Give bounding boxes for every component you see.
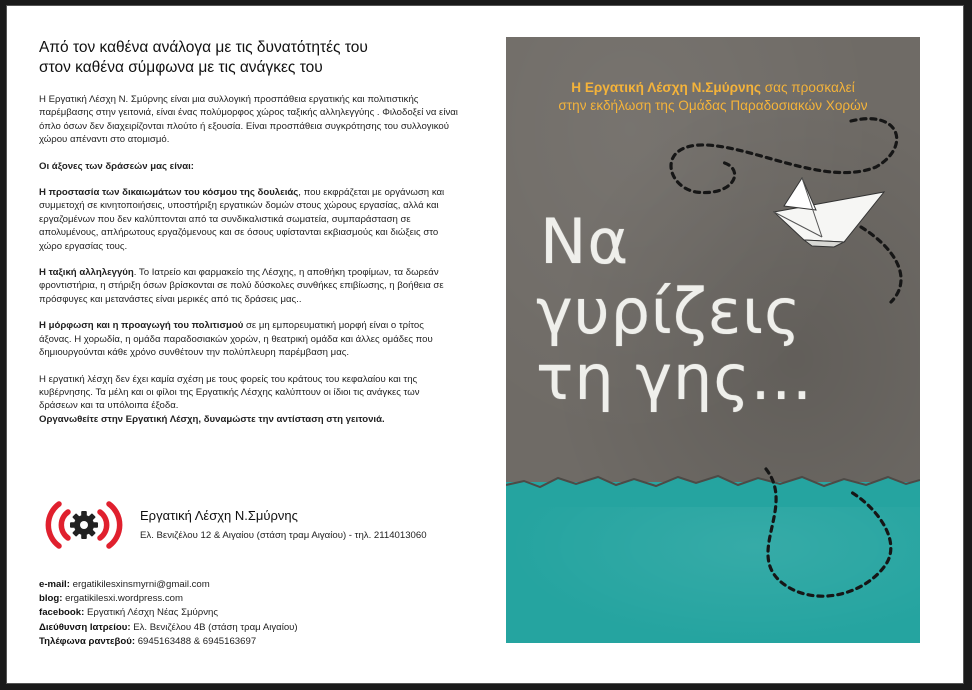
clinic-label: Διεύθυνση Ιατρείου: [39, 621, 131, 633]
phones-value: 6945163488 & 6945163697 [135, 635, 257, 647]
blog-label: blog: [39, 593, 63, 605]
poster-title-line-2: γυρίζεις [536, 275, 802, 348]
axis-paragraph-1 [39, 186, 459, 253]
heading-line-2: στον καθένα σύμφωνα με τις ανάγκες του [39, 59, 323, 76]
poster-title-line-3: τη γης... [536, 341, 813, 414]
intro-paragraph: Η Εργατική Λέσχη Ν. Σμύρνης είναι μια συλλογική προσπάθεια εργατικής και πολιτιστικής παρέμβασης στην γειτονιά, είναι ένας πολύμορφος χώρος ταξικής αλληλεγγύης . Φιλοδοξεί να είναι όπλο όσων δεν διαχειρίζονται πλούτο ή εξουσία. Είναι προσπάθεια συγκρότησης του συλλογικού χώρου απέναντι στο ατομισμό. [39, 94, 458, 146]
invite-line-2: στην εκδήλωση της Ομάδας Παραδοσιακών Χορών [558, 98, 868, 113]
facebook-value[interactable]: Εργατική Λέσχη Νέας Σμύρνης [84, 607, 218, 619]
clinic-value: Ελ. Βενιζέλου 4Β (στάση τραμ Αιγαίου) [130, 621, 298, 633]
blog-value[interactable]: ergatikilesxi.wordpress.com [62, 593, 183, 605]
axis-paragraph-2 [39, 266, 459, 306]
poster-title-line-1: Να [540, 205, 630, 278]
email-value[interactable]: ergatikilesxinsmyrni@gmail.com [69, 579, 210, 590]
org-block [39, 496, 469, 556]
paper-boat-icon [774, 178, 884, 247]
heading-line-1: Από τον καθένα ανάλογα με τις δυνατότητές του [39, 39, 368, 56]
axis-1-text: , που εκφράζεται με οργάνωση και συμμετοχή σε κινητοποιήσεις, υποστήριξη εργατικών δομών στους χώρους εργασίας, αλλά και εργαζομένων που δεν καλύπτονται από τα συνδικαλιστικά σωματεία, συμπαράσταση σε απολυμένους, απλήρωτους εργαζόμενους και σε όσους υφίστανται εκβιασμούς και διώξεις στο χώρο εργασίας τους. [39, 187, 445, 252]
contact-blog [39, 592, 298, 606]
contact-facebook [39, 606, 298, 620]
contacts-block [39, 578, 298, 649]
poster-invitation [506, 79, 920, 115]
left-column [39, 38, 459, 426]
axis-1-bold: Η προστασία των δικαιωμάτων του κόσμου της δουλειάς [39, 187, 299, 199]
axis-3-bold: Η μόρφωση και η προαγωγή του πολιτισμού [39, 320, 244, 332]
closing-call: Οργανωθείτε στην Εργατική Λέσχη, δυναμώστε την αντίσταση στη γειτονιά. [39, 413, 385, 425]
org-name: Εργατική Λέσχη Ν.Σμύρνης [140, 508, 298, 523]
axis-3-text: σε μη εμπορευματική μορφή είναι ο τρίτος άξονας. Η χορωδία, η ομάδα παραδοσιακών χορών, η θεατρική ομάδα και άλλες ομάδες που δημιουργούνται κάθε χρόνο συνθέτουν την πολύπλευρη παρέμβαση μας. [39, 320, 433, 359]
contact-email [39, 578, 298, 592]
invite-org-name: Η Εργατική Λέσχη Ν.Σμύρνης [571, 80, 761, 95]
email-label: e-mail: [39, 579, 70, 590]
gear-broadcast-icon [39, 496, 129, 554]
invite-line-1 [506, 79, 920, 97]
event-poster [506, 37, 920, 643]
axis-2-text: . Το Ιατρείο και φαρμακείο της Λέσχης, η αποθήκη τροφίμων, τα δωρεάν φροντιστήρια, η στήριξη όσων βρίσκονται σε πολύ δύσκολες συνθήκες επιβίωσης, η βοήθεια σε πρόσφυγες και μετανάστες είναι μερικές από τις δράσεις μας.. [39, 267, 444, 305]
closing-paragraph [39, 373, 459, 427]
org-address: Ελ. Βενιζέλου 12 & Αιγαίου (στάση τραμ Αιγαίου) - τηλ. 2114013060 [140, 530, 427, 541]
closing-text: Η εργατική λέσχη δεν έχει καμία σχέση με τους φορείς του κράτους του κεφαλαίου και της κυβέρνησης. Τα μέλη και οι φίλοι της Εργατικής Λέσχης καλύπτουν οι ίδιοι τις ανάγκες των δράσεων και τα υπόλοιπα έξοδα. [39, 373, 420, 412]
axis-paragraph-3 [39, 319, 459, 359]
phones-label: Τηλέφωνα ραντεβού: [39, 635, 136, 647]
contact-phones [39, 635, 298, 649]
flyer-page [6, 5, 964, 684]
axis-2-bold: Η ταξική αλληλεγγύη [39, 267, 134, 279]
facebook-label: facebook: [39, 607, 85, 619]
invite-rest: σας προσκαλεί [760, 80, 855, 95]
axes-title: Οι άξονες των δράσεών μας είναι: [39, 160, 194, 172]
contact-clinic [39, 621, 298, 635]
